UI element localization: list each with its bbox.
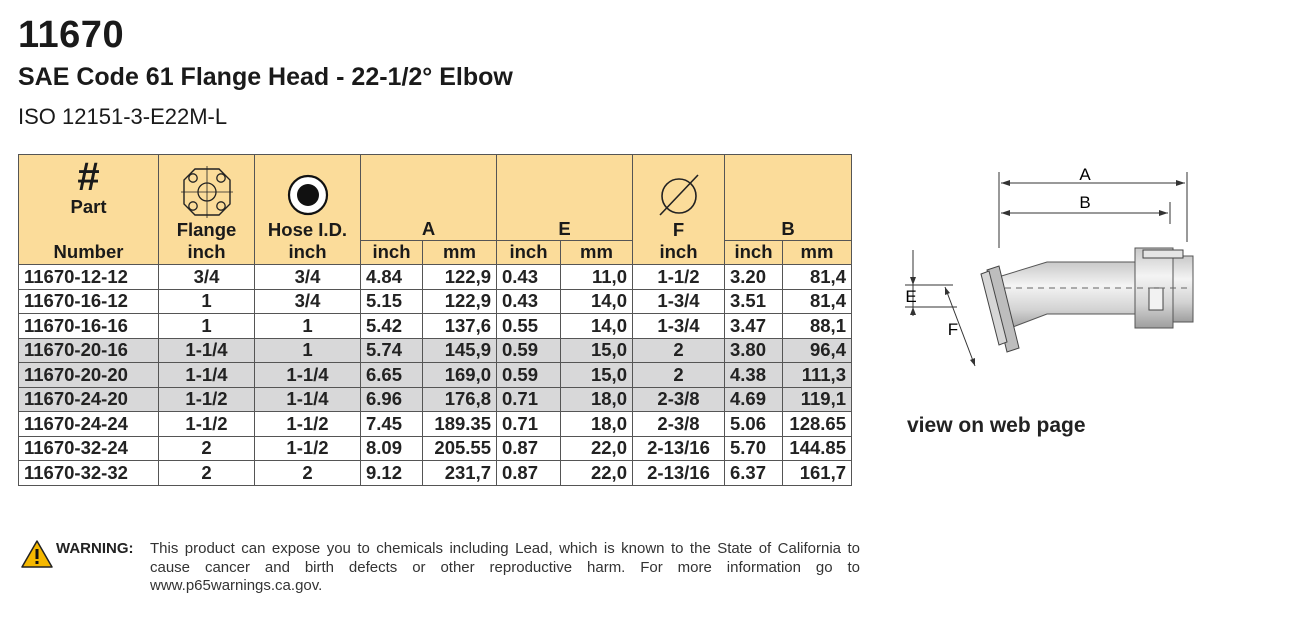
- e-mm-unit: mm: [561, 241, 633, 265]
- flange-header-label: Flange: [176, 218, 237, 240]
- flange-bolt-pattern-icon: [181, 166, 233, 218]
- hose-id-cell: 1-1/4: [255, 363, 361, 388]
- e-inch-cell: 0.43: [497, 289, 561, 314]
- f-inch-cell: 2-13/16: [633, 461, 725, 486]
- iso-standard: ISO 12151-3-E22M-L: [18, 104, 228, 129]
- e-mm-cell: 18,0: [561, 412, 633, 437]
- f-inch-cell: 2-3/8: [633, 412, 725, 437]
- part-header-label: Part: [70, 196, 107, 217]
- label-f: F: [947, 320, 959, 339]
- product-subtitle: SAE Code 61 Flange Head - 22-1/2° Elbow: [18, 63, 513, 91]
- e-mm-cell: 11,0: [561, 265, 633, 290]
- fitting-diagram: [895, 162, 1235, 400]
- e-inch-cell: 0.87: [497, 436, 561, 461]
- a-inch-cell: 7.45: [361, 412, 423, 437]
- flange-size-cell: 1: [159, 289, 255, 314]
- part-number-cell: 11670-16-16: [19, 314, 159, 339]
- hose-id-cell: 3/4: [255, 289, 361, 314]
- number-header-label: Number: [19, 241, 159, 265]
- a-mm-cell: 122,9: [423, 265, 497, 290]
- b-inch-cell: 6.37: [725, 461, 783, 486]
- part-number-header: [19, 155, 159, 241]
- table-row: [19, 363, 852, 388]
- table-row: [19, 289, 852, 314]
- b-inch-cell: 3.20: [725, 265, 783, 290]
- hose-id-cell: 1: [255, 338, 361, 363]
- a-mm-unit: mm: [423, 241, 497, 265]
- e-mm-cell: 15,0: [561, 338, 633, 363]
- e-inch-cell: 0.59: [497, 338, 561, 363]
- hose-unit: inch: [255, 241, 361, 265]
- a-inch-cell: 5.74: [361, 338, 423, 363]
- f-inch-cell: 2: [633, 363, 725, 388]
- hose-id-cell: 1-1/2: [255, 412, 361, 437]
- a-inch-cell: 5.42: [361, 314, 423, 339]
- hose-id-cell: 1-1/2: [255, 436, 361, 461]
- hose-id-header: [255, 155, 361, 241]
- b-mm-cell: 144.85: [783, 436, 852, 461]
- table-row: [19, 314, 852, 339]
- flange-size-cell: 1-1/4: [159, 363, 255, 388]
- table-row: [19, 412, 852, 437]
- flange-unit: inch: [159, 241, 255, 265]
- part-number-cell: 11670-20-16: [19, 338, 159, 363]
- page-title: 11670: [18, 14, 125, 56]
- b-inch-cell: 3.80: [725, 338, 783, 363]
- e-mm-cell: 15,0: [561, 363, 633, 388]
- spec-table-body: [19, 265, 852, 486]
- dimension-b-header: B: [725, 155, 852, 241]
- table-row: [19, 461, 852, 486]
- e-inch-cell: 0.59: [497, 363, 561, 388]
- fitting-body: [981, 248, 1193, 352]
- label-b: B: [1079, 193, 1091, 212]
- e-mm-cell: 22,0: [561, 461, 633, 486]
- b-inch-cell: 4.38: [725, 363, 783, 388]
- a-inch-cell: 5.15: [361, 289, 423, 314]
- a-mm-cell: 176,8: [423, 387, 497, 412]
- a-inch-cell: 6.96: [361, 387, 423, 412]
- a-inch-cell: 6.65: [361, 363, 423, 388]
- flange-size-cell: 3/4: [159, 265, 255, 290]
- b-inch-cell: 5.70: [725, 436, 783, 461]
- diameter-icon: [656, 172, 702, 218]
- table-row: [19, 338, 852, 363]
- flange-size-cell: 2: [159, 436, 255, 461]
- a-mm-cell: 137,6: [423, 314, 497, 339]
- b-mm-unit: mm: [783, 241, 852, 265]
- b-inch-cell: 5.06: [725, 412, 783, 437]
- part-number-cell: 11670-12-12: [19, 265, 159, 290]
- b-mm-cell: 161,7: [783, 461, 852, 486]
- label-a: A: [1079, 165, 1091, 184]
- flange-size-cell: 1-1/4: [159, 338, 255, 363]
- warning-label: WARNING:: [56, 540, 134, 557]
- b-mm-cell: 119,1: [783, 387, 852, 412]
- part-number-cell: 11670-24-20: [19, 387, 159, 412]
- table-row: [19, 436, 852, 461]
- b-mm-cell: 111,3: [783, 363, 852, 388]
- hose-header-label: Hose I.D.: [267, 218, 348, 240]
- e-mm-cell: 18,0: [561, 387, 633, 412]
- f-inch-cell: 1-3/4: [633, 314, 725, 339]
- part-number-cell: 11670-24-24: [19, 412, 159, 437]
- part-number-cell: 11670-32-32: [19, 461, 159, 486]
- table-row: [19, 265, 852, 290]
- a-inch-unit: inch: [361, 241, 423, 265]
- e-inch-cell: 0.71: [497, 387, 561, 412]
- flange-size-cell: 2: [159, 461, 255, 486]
- b-mm-cell: 96,4: [783, 338, 852, 363]
- e-inch-cell: 0.55: [497, 314, 561, 339]
- e-inch-cell: 0.43: [497, 265, 561, 290]
- dimension-a-header: A: [361, 155, 497, 241]
- b-mm-cell: 128.65: [783, 412, 852, 437]
- warning-triangle-icon: [20, 539, 54, 569]
- b-mm-cell: 88,1: [783, 314, 852, 339]
- flange-size-cell: 1-1/2: [159, 412, 255, 437]
- a-inch-cell: 4.84: [361, 265, 423, 290]
- flange-size-cell: 1: [159, 314, 255, 339]
- dimension-f-header: F: [633, 155, 725, 241]
- hose-id-icon: [285, 172, 331, 218]
- e-mm-cell: 14,0: [561, 314, 633, 339]
- f-unit: inch: [633, 241, 725, 265]
- flange-size-cell: 1-1/2: [159, 387, 255, 412]
- dimension-e-header: E: [497, 155, 633, 241]
- e-mm-cell: 22,0: [561, 436, 633, 461]
- a-mm-cell: 169,0: [423, 363, 497, 388]
- part-number-cell: 11670-16-12: [19, 289, 159, 314]
- b-inch-cell: 4.69: [725, 387, 783, 412]
- hose-id-cell: 1: [255, 314, 361, 339]
- hose-id-cell: 3/4: [255, 265, 361, 290]
- hose-id-cell: 2: [255, 461, 361, 486]
- a-mm-cell: 122,9: [423, 289, 497, 314]
- a-mm-cell: 189.35: [423, 412, 497, 437]
- spec-table: [18, 154, 852, 486]
- f-inch-cell: 2-3/8: [633, 387, 725, 412]
- a-mm-cell: 145,9: [423, 338, 497, 363]
- a-inch-cell: 9.12: [361, 461, 423, 486]
- hose-id-cell: 1-1/4: [255, 387, 361, 412]
- f-inch-cell: 2-13/16: [633, 436, 725, 461]
- b-inch-unit: inch: [725, 241, 783, 265]
- warning-text: This product can expose you to chemicals including Lead, which is known to the State of California to cause cancer and birth defects or other reproductive harm. For more information go to www.p65warnings.ca.gov.: [150, 540, 860, 594]
- b-inch-cell: 3.47: [725, 314, 783, 339]
- b-inch-cell: 3.51: [725, 289, 783, 314]
- part-number-cell: 11670-32-24: [19, 436, 159, 461]
- f-inch-cell: 2: [633, 338, 725, 363]
- b-mm-cell: 81,4: [783, 289, 852, 314]
- part-number-cell: 11670-20-20: [19, 363, 159, 388]
- a-inch-cell: 8.09: [361, 436, 423, 461]
- e-inch-cell: 0.71: [497, 412, 561, 437]
- f-inch-cell: 1-1/2: [633, 265, 725, 290]
- f-inch-cell: 1-3/4: [633, 289, 725, 314]
- b-mm-cell: 81,4: [783, 265, 852, 290]
- table-row: [19, 387, 852, 412]
- hash-symbol: #: [77, 155, 100, 199]
- label-e: E: [905, 287, 917, 306]
- e-inch-unit: inch: [497, 241, 561, 265]
- e-mm-cell: 14,0: [561, 289, 633, 314]
- view-on-web-link[interactable]: view on web page: [907, 414, 1086, 437]
- e-inch-cell: 0.87: [497, 461, 561, 486]
- flange-header: [159, 155, 255, 241]
- a-mm-cell: 205.55: [423, 436, 497, 461]
- a-mm-cell: 231,7: [423, 461, 497, 486]
